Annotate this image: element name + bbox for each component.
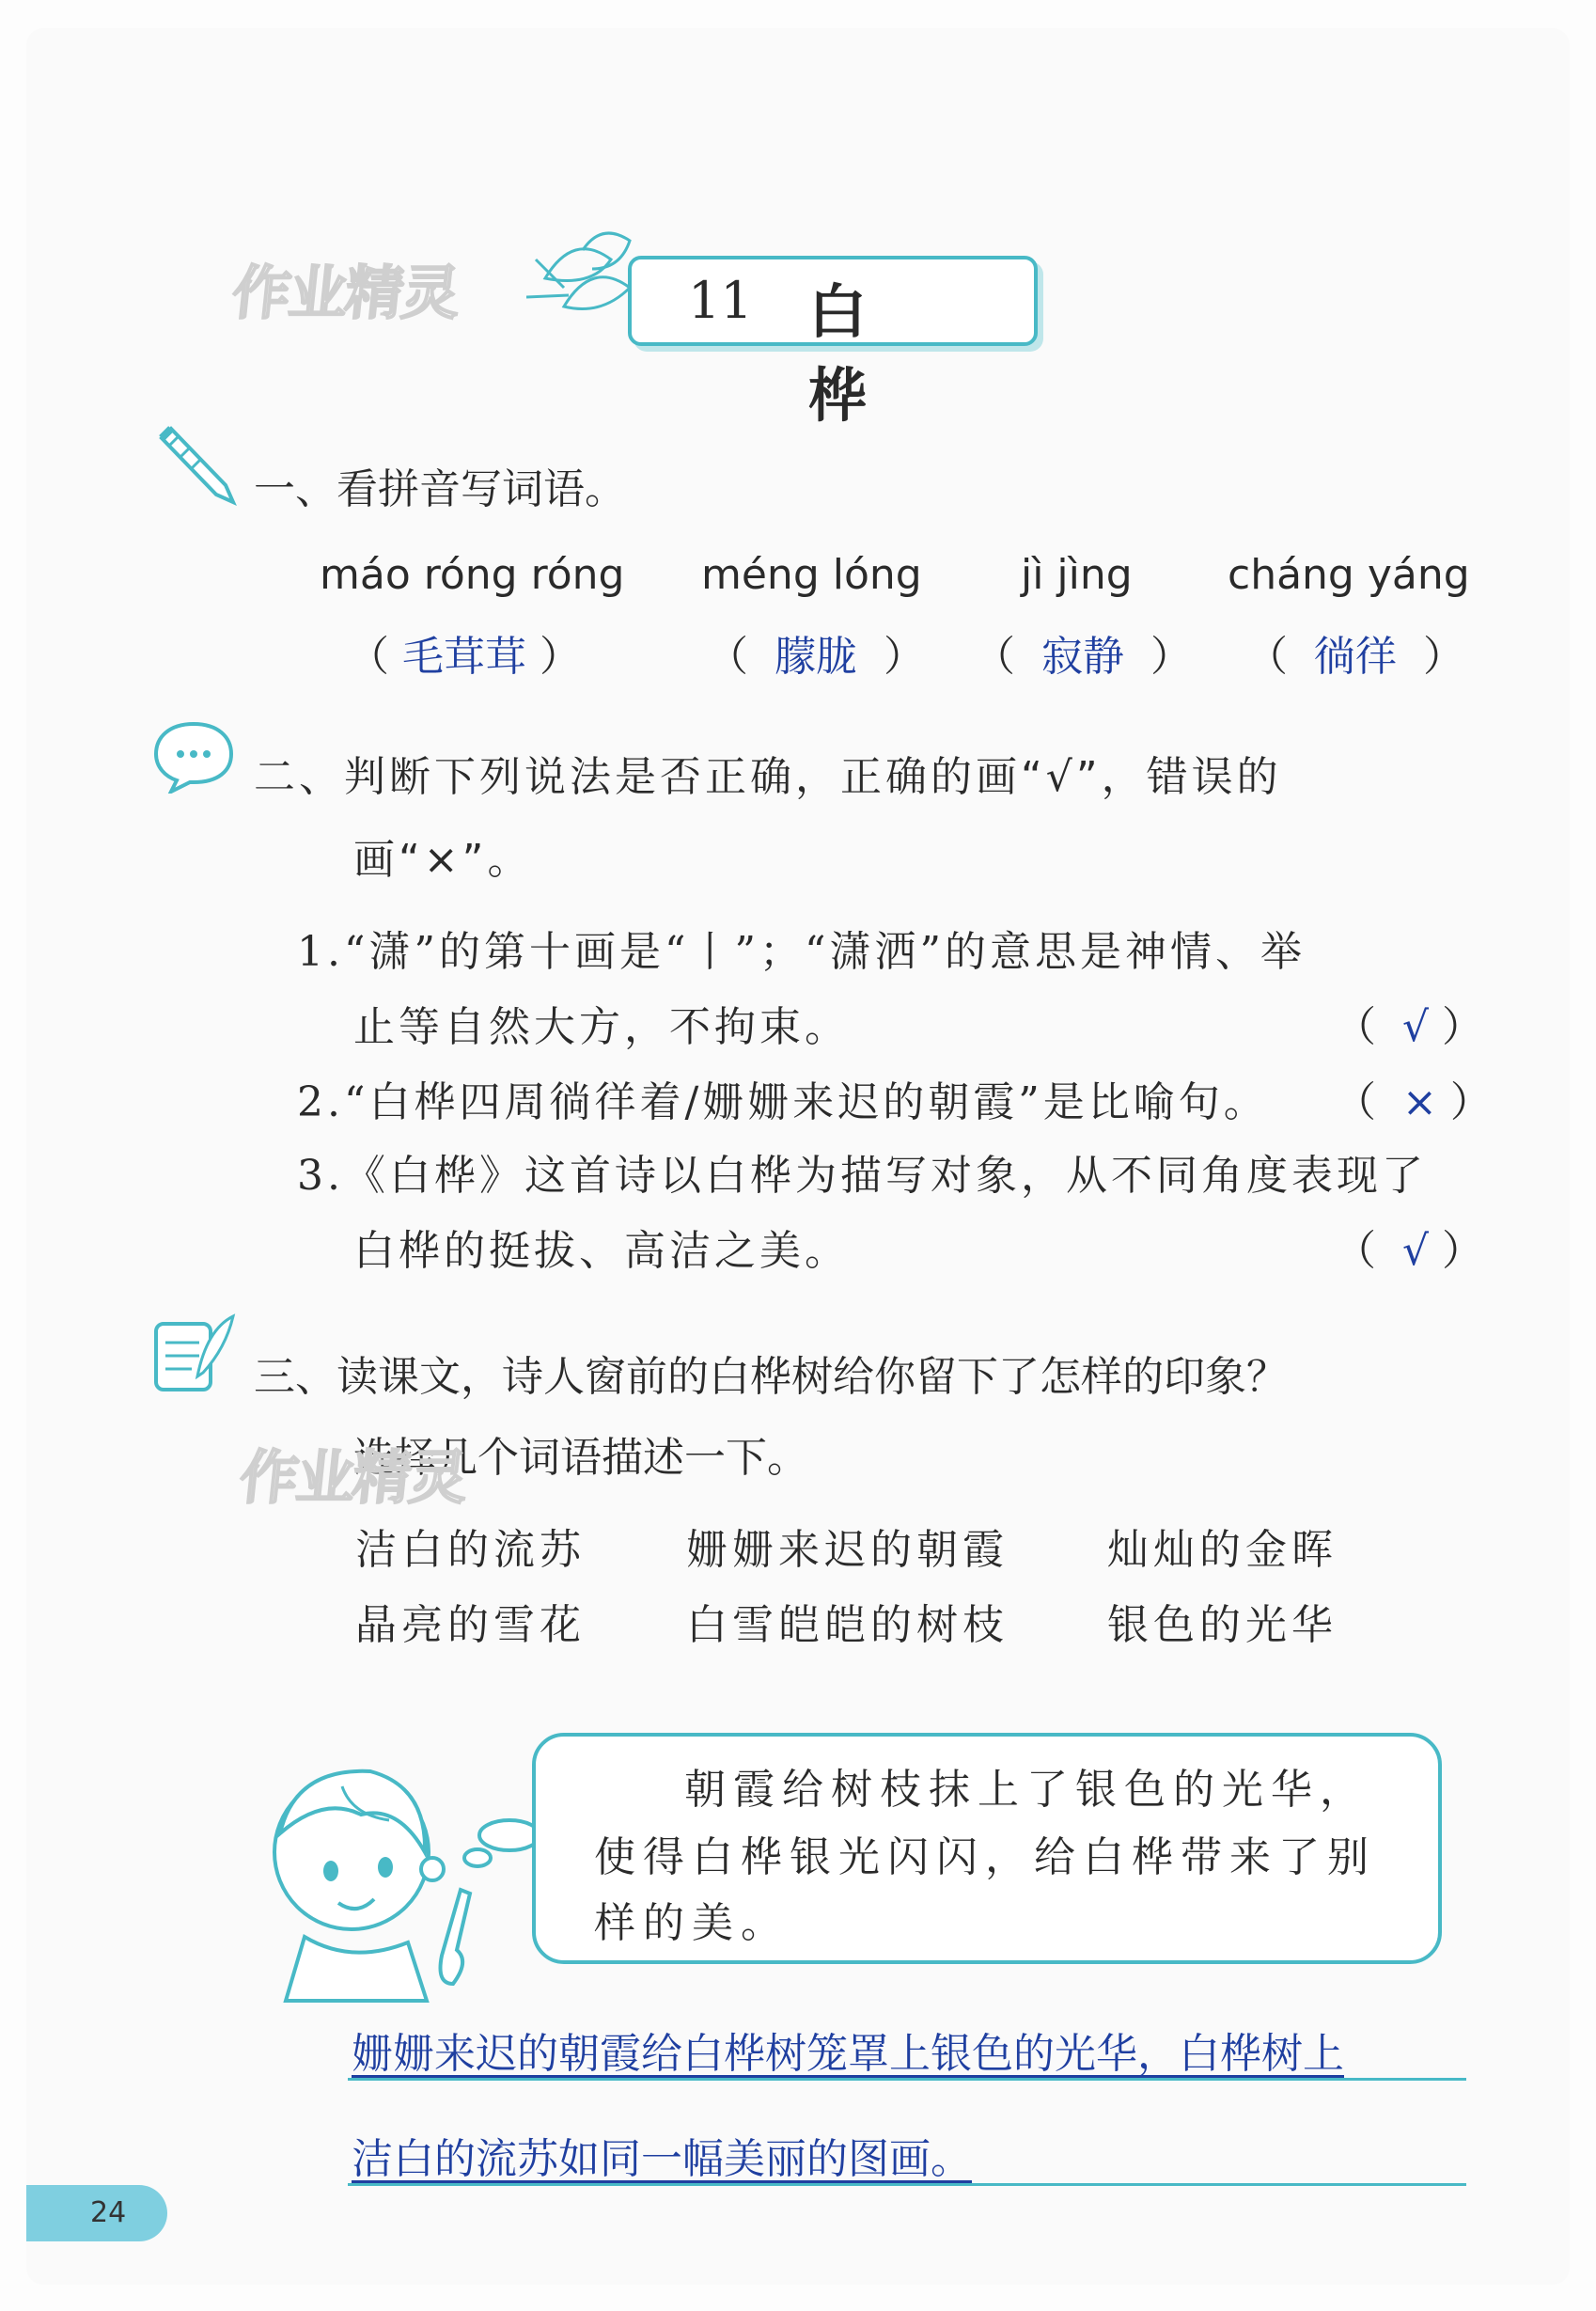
section3-heading-line1: 三、读课文，诗人窗前的白桦树给你留下了怎样的印象？: [254, 1353, 1288, 1401]
speech-bubble-icon: [150, 718, 237, 794]
answer-1: 毛茸茸: [402, 633, 526, 681]
judge-item-3-line2: 白桦的挺拔、高洁之美。: [353, 1227, 850, 1275]
judge-item-1-line1: 1.“潇”的第十画是“丨”；“潇洒”的意思是神情、举: [297, 928, 1306, 976]
word-option-3: 灿灿的金晖: [1107, 1526, 1338, 1574]
watermark: 作业精灵: [228, 259, 462, 327]
answer-2: 朦胧: [774, 633, 857, 681]
answer-rule-1: [348, 2078, 1466, 2081]
pinyin-3: jì jìng: [1021, 551, 1133, 599]
answer-blank-4[interactable]: （ 徜徉 ）: [1246, 633, 1464, 681]
pinyin-2: méng lóng: [701, 551, 922, 599]
section1-heading: 一、看拼音写词语。: [254, 465, 626, 513]
answer-blank-1[interactable]: （ 毛茸茸 ）: [348, 633, 581, 681]
pinyin-1: máo róng róng: [320, 551, 625, 599]
lesson-title: 白桦: [808, 277, 924, 430]
judge-answer-2: ×: [1401, 1078, 1437, 1126]
answer-rule-2: [348, 2183, 1466, 2186]
example-speech-bubble: [532, 1733, 1442, 1964]
judge-answer-box-2[interactable]: （ × ）: [1335, 1078, 1492, 1126]
child-illustration: [248, 1749, 493, 2003]
example-line-2: 使得白桦银光闪闪，给白桦带来了别: [594, 1833, 1376, 1881]
example-line-1: 朝霞给树枝抹上了银色的光华，: [684, 1766, 1369, 1814]
page-number: 24: [90, 2196, 127, 2229]
judge-item-3-line1: 3.《白桦》这首诗以白桦为描写对象，从不同角度表现了: [297, 1152, 1427, 1200]
example-line-3: 样的美。: [594, 1899, 790, 1947]
section2-heading-line2: 画“×”。: [353, 836, 533, 884]
judge-answer-3: √: [1401, 1227, 1430, 1275]
title-box: [628, 256, 1038, 430]
judge-item-2-line1: 2.“白桦四周徜徉着/姗姗来迟的朝霞”是比喻句。: [297, 1078, 1269, 1126]
judge-answer-box-3[interactable]: （ √ ）: [1335, 1227, 1484, 1275]
page-number-tab: [26, 2185, 167, 2241]
answer-4: 徜徉: [1313, 633, 1397, 681]
watermark-2: 作业精灵: [236, 1443, 470, 1512]
section2-heading-line1: 二、判断下列说法是否正确，正确的画“√”，错误的: [254, 753, 1282, 801]
answer-blank-3[interactable]: （ 寂静 ）: [974, 633, 1192, 681]
judge-item-1-line2: 止等自然大方，不拘束。: [353, 1003, 850, 1051]
answer-blank-2[interactable]: （ 朦胧 ）: [707, 633, 925, 681]
pinyin-4: cháng yáng: [1228, 551, 1470, 599]
lesson-number: 11: [688, 271, 753, 330]
word-option-6: 银色的光华: [1107, 1601, 1338, 1649]
pencil-icon: [150, 425, 241, 510]
word-option-4: 晶亮的雪花: [355, 1601, 586, 1649]
word-option-1: 洁白的流苏: [355, 1526, 586, 1574]
judge-answer-1: √: [1401, 1003, 1430, 1051]
thought-bubble-tail: [459, 1815, 543, 1871]
answer-line-1[interactable]: 姗姗来迟的朝霞给白桦树笼罩上银色的光华，白桦树上: [352, 2030, 1344, 2078]
judge-answer-box-1[interactable]: （ √ ）: [1335, 1003, 1484, 1051]
word-option-2: 姗姗来迟的朝霞: [686, 1526, 1009, 1574]
answer-3: 寂静: [1041, 633, 1124, 681]
notebook-feather-icon: [150, 1311, 237, 1395]
section3-heading-line2: 选择几个词语描述一下。: [353, 1434, 808, 1482]
answer-line-2[interactable]: 洁白的流苏如同一幅美丽的图画。: [352, 2135, 972, 2183]
word-option-5: 白雪皑皑的树枝: [686, 1601, 1009, 1649]
